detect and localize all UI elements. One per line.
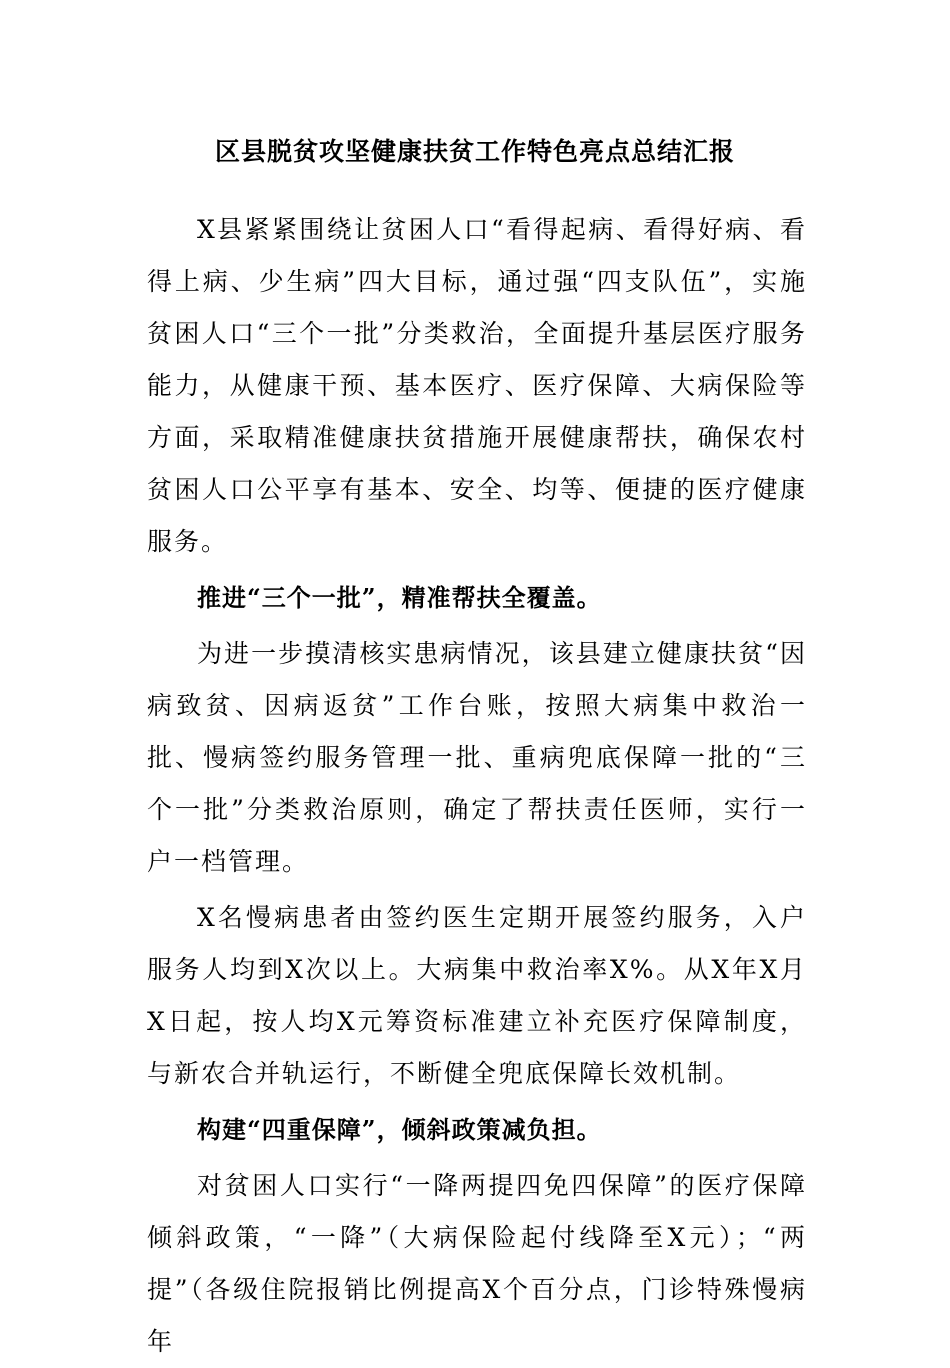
paragraph-ledger: 为进一步摸清核实患病情况，该县建立健康扶贫“因病致贫、因病返贫”工作台账，按照大病集中救治一批、慢病签约服务管理一批、重病兜底保障一批的“三个一批”分类救治原则，确定了帮扶责任医师，实行一户一档管理。 <box>147 639 807 876</box>
document-body <box>147 204 807 1368</box>
paragraph-policy: 对贫困人口实行“一降两提四免四保障”的医疗保障倾斜政策，“一降”（大病保险起付线降至X元）；“两提”（各级住院报销比例提高X个百分点，门诊特殊慢病年 <box>147 1171 807 1356</box>
section-heading-four-guarantees: 构建“四重保障”，倾斜政策减负担。 <box>197 1115 602 1144</box>
document-title: 区县脱贫攻坚健康扶贫工作特色亮点总结汇报 <box>214 137 735 166</box>
section-heading-three-batches: 推进“三个一批”，精准帮扶全覆盖。 <box>197 583 602 612</box>
paragraph-intro: X县紧紧围绕让贫困人口“看得起病、看得好病、看得上病、少生病”四大目标，通过强“四支队伍”，实施贫困人口“三个一批”分类救治，全面提升基层医疗服务能力，从健康干预、基本医疗、医疗保障、大病保险等方面，采取精准健康扶贫措施开展健康帮扶，确保农村贫困人口公平享有基本、安全、均等、便捷的医疗健康服务。 <box>147 215 807 556</box>
paragraph-chronic-patients: X名慢病患者由签约医生定期开展签约服务，入户服务人均到X次以上。大病集中救治率X%。从X年X月X日起，按人均X元筹资标准建立补充医疗保障制度，与新农合并轨运行，不断健全兜底保障长效机制。 <box>147 903 807 1088</box>
